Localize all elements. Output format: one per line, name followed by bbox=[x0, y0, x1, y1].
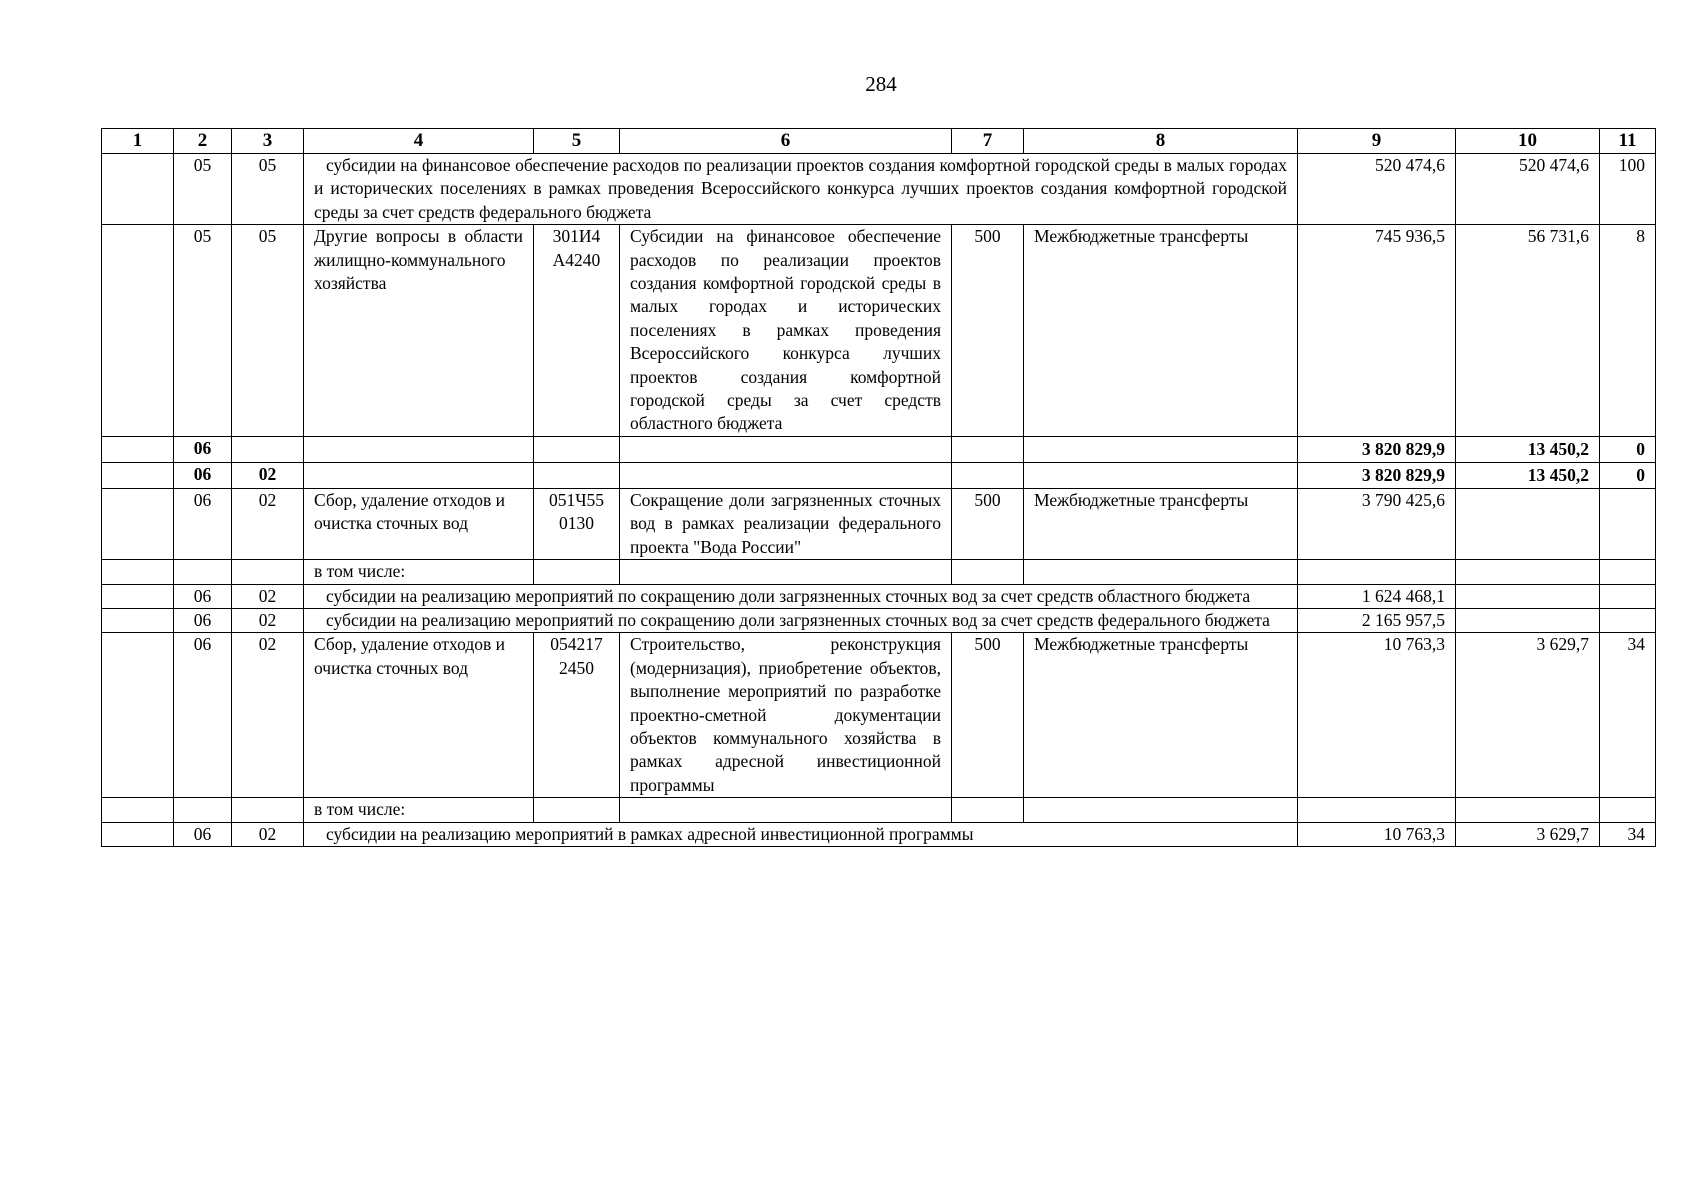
cell-col6 bbox=[620, 798, 952, 822]
cell-section: 06 bbox=[174, 822, 232, 846]
cell-section: 06 bbox=[174, 608, 232, 632]
col-header-11: 11 bbox=[1600, 129, 1656, 154]
cell-percent: 8 bbox=[1600, 225, 1656, 437]
table-row bbox=[102, 822, 1656, 846]
cell-description: субсидии на реализацию мероприятий в рамках адресной инвестиционной программы bbox=[304, 822, 1298, 846]
cell-percent bbox=[1600, 584, 1656, 608]
cell-plan: 3 820 829,9 bbox=[1298, 462, 1456, 488]
cell-section: 06 bbox=[174, 488, 232, 559]
cell-actual bbox=[1456, 488, 1600, 559]
cell-target-code: 054217 2450 bbox=[534, 633, 620, 798]
cell-subsection-name: Сбор, удаление отходов и очистка сточных вод bbox=[304, 633, 534, 798]
col-header-1: 1 bbox=[102, 129, 174, 154]
cell-actual: 56 731,6 bbox=[1456, 225, 1600, 437]
cell-section: 05 bbox=[174, 154, 232, 225]
cell-col7 bbox=[952, 462, 1024, 488]
cell-col7 bbox=[952, 798, 1024, 822]
cell-subsection-name: Сбор, удаление отходов и очистка сточных вод bbox=[304, 488, 534, 559]
cell-col7 bbox=[952, 560, 1024, 584]
cell-col11 bbox=[1600, 560, 1656, 584]
cell-target-code: 051Ч55 0130 bbox=[534, 488, 620, 559]
cell-section: 05 bbox=[174, 225, 232, 437]
cell-col5 bbox=[534, 560, 620, 584]
cell-section: 06 bbox=[174, 462, 232, 488]
cell-expense-name: Межбюджетные трансферты bbox=[1024, 488, 1298, 559]
cell-plan: 10 763,3 bbox=[1298, 822, 1456, 846]
cell-actual: 13 450,2 bbox=[1456, 436, 1600, 462]
page-number: 284 bbox=[865, 72, 897, 96]
cell-actual: 520 474,6 bbox=[1456, 154, 1600, 225]
col-header-5: 5 bbox=[534, 129, 620, 154]
cell-actual bbox=[1456, 608, 1600, 632]
cell-description: субсидии на реализацию мероприятий по сокращению доли загрязненных сточных вод за счет средств федерального бюджета bbox=[304, 608, 1298, 632]
cell-col1 bbox=[102, 436, 174, 462]
cell-col6 bbox=[620, 560, 952, 584]
col-header-7: 7 bbox=[952, 129, 1024, 154]
cell-target-code: 301И4 А4240 bbox=[534, 225, 620, 437]
cell-col9 bbox=[1298, 560, 1456, 584]
cell-col3 bbox=[232, 798, 304, 822]
cell-col1 bbox=[102, 633, 174, 798]
cell-expense-name: Межбюджетные трансферты bbox=[1024, 633, 1298, 798]
col-header-2: 2 bbox=[174, 129, 232, 154]
cell-subsection: 02 bbox=[232, 822, 304, 846]
cell-subsection: 05 bbox=[232, 154, 304, 225]
cell-col1 bbox=[102, 608, 174, 632]
cell-col1 bbox=[102, 154, 174, 225]
cell-col8 bbox=[1024, 798, 1298, 822]
cell-col1 bbox=[102, 462, 174, 488]
cell-col8 bbox=[1024, 436, 1298, 462]
col-header-10: 10 bbox=[1456, 129, 1600, 154]
cell-col1 bbox=[102, 798, 174, 822]
table-row bbox=[102, 225, 1656, 437]
cell-plan: 3 820 829,9 bbox=[1298, 436, 1456, 462]
cell-target-name: Строительство, реконструкция (модернизация), приобретение объектов, выполнение мероприятий по разработке проектно-сметной документации объектов коммунального хозяйства в рамках адресной инвестиционной программы bbox=[620, 633, 952, 798]
cell-subsection-name: Другие вопросы в области жилищно-коммунального хозяйства bbox=[304, 225, 534, 437]
cell-expense-type: 500 bbox=[952, 488, 1024, 559]
table-row bbox=[102, 633, 1656, 798]
cell-plan: 2 165 957,5 bbox=[1298, 608, 1456, 632]
cell-plan: 10 763,3 bbox=[1298, 633, 1456, 798]
cell-subsection: 02 bbox=[232, 488, 304, 559]
cell-actual: 13 450,2 bbox=[1456, 462, 1600, 488]
cell-col11 bbox=[1600, 798, 1656, 822]
cell-subsection: 02 bbox=[232, 584, 304, 608]
col-header-4: 4 bbox=[304, 129, 534, 154]
cell-col5 bbox=[534, 462, 620, 488]
cell-col1 bbox=[102, 560, 174, 584]
cell-actual: 3 629,7 bbox=[1456, 633, 1600, 798]
cell-section: 06 bbox=[174, 436, 232, 462]
cell-including-label: в том числе: bbox=[304, 798, 534, 822]
cell-col1 bbox=[102, 225, 174, 437]
cell-expense-type: 500 bbox=[952, 633, 1024, 798]
table-row bbox=[102, 488, 1656, 559]
cell-target-name: Субсидии на финансовое обеспечение расходов по реализации проектов создания комфортной городской среды в малых городах и исторических поселениях в рамках проведения Всероссийского конкурса лучших проектов создания комфортной городской среды за счет средств областного бюджета bbox=[620, 225, 952, 437]
col-header-8: 8 bbox=[1024, 129, 1298, 154]
cell-col5 bbox=[534, 798, 620, 822]
cell-col2 bbox=[174, 560, 232, 584]
table-row-total bbox=[102, 436, 1656, 462]
cell-percent: 34 bbox=[1600, 822, 1656, 846]
table-row bbox=[102, 584, 1656, 608]
cell-percent: 0 bbox=[1600, 436, 1656, 462]
cell-description: субсидии на реализацию мероприятий по сокращению доли загрязненных сточных вод за счет средств областного бюджета bbox=[304, 584, 1298, 608]
cell-col7 bbox=[952, 436, 1024, 462]
cell-expense-name: Межбюджетные трансферты bbox=[1024, 225, 1298, 437]
cell-subsection: 05 bbox=[232, 225, 304, 437]
cell-percent: 100 bbox=[1600, 154, 1656, 225]
cell-col1 bbox=[102, 822, 174, 846]
cell-percent bbox=[1600, 488, 1656, 559]
cell-percent bbox=[1600, 608, 1656, 632]
cell-col3 bbox=[232, 560, 304, 584]
cell-target-name: Сокращение доли загрязненных сточных вод в рамках реализации федерального проекта "Вода России" bbox=[620, 488, 952, 559]
header-row bbox=[102, 129, 1656, 154]
cell-section: 06 bbox=[174, 584, 232, 608]
cell-col6 bbox=[620, 436, 952, 462]
cell-actual bbox=[1456, 584, 1600, 608]
cell-col1 bbox=[102, 584, 174, 608]
cell-plan: 3 790 425,6 bbox=[1298, 488, 1456, 559]
cell-col8 bbox=[1024, 560, 1298, 584]
cell-percent: 34 bbox=[1600, 633, 1656, 798]
cell-col4 bbox=[304, 436, 534, 462]
cell-col1 bbox=[102, 488, 174, 559]
cell-col6 bbox=[620, 462, 952, 488]
col-header-9: 9 bbox=[1298, 129, 1456, 154]
table-row-including bbox=[102, 560, 1656, 584]
cell-plan: 745 936,5 bbox=[1298, 225, 1456, 437]
cell-col10 bbox=[1456, 798, 1600, 822]
cell-percent: 0 bbox=[1600, 462, 1656, 488]
col-header-3: 3 bbox=[232, 129, 304, 154]
cell-col9 bbox=[1298, 798, 1456, 822]
table-row bbox=[102, 608, 1656, 632]
cell-actual: 3 629,7 bbox=[1456, 822, 1600, 846]
cell-expense-type: 500 bbox=[952, 225, 1024, 437]
table-row-total bbox=[102, 462, 1656, 488]
table-row-including bbox=[102, 798, 1656, 822]
cell-including-label: в том числе: bbox=[304, 560, 534, 584]
cell-col5 bbox=[534, 436, 620, 462]
cell-col2 bbox=[174, 798, 232, 822]
cell-description: субсидии на финансовое обеспечение расходов по реализации проектов создания комфортной городской среды в малых городах и исторических поселениях в рамках проведения Всероссийского конкурса лучших проектов создания комфортной городской среды за счет средств федерального бюджета bbox=[304, 154, 1298, 225]
cell-plan: 1 624 468,1 bbox=[1298, 584, 1456, 608]
cell-subsection: 02 bbox=[232, 462, 304, 488]
cell-section: 06 bbox=[174, 633, 232, 798]
cell-subsection bbox=[232, 436, 304, 462]
cell-col4 bbox=[304, 462, 534, 488]
table-row bbox=[102, 154, 1656, 225]
cell-subsection: 02 bbox=[232, 633, 304, 798]
cell-subsection: 02 bbox=[232, 608, 304, 632]
cell-col8 bbox=[1024, 462, 1298, 488]
budget-table bbox=[101, 128, 1656, 847]
col-header-6: 6 bbox=[620, 129, 952, 154]
cell-col10 bbox=[1456, 560, 1600, 584]
cell-plan: 520 474,6 bbox=[1298, 154, 1456, 225]
